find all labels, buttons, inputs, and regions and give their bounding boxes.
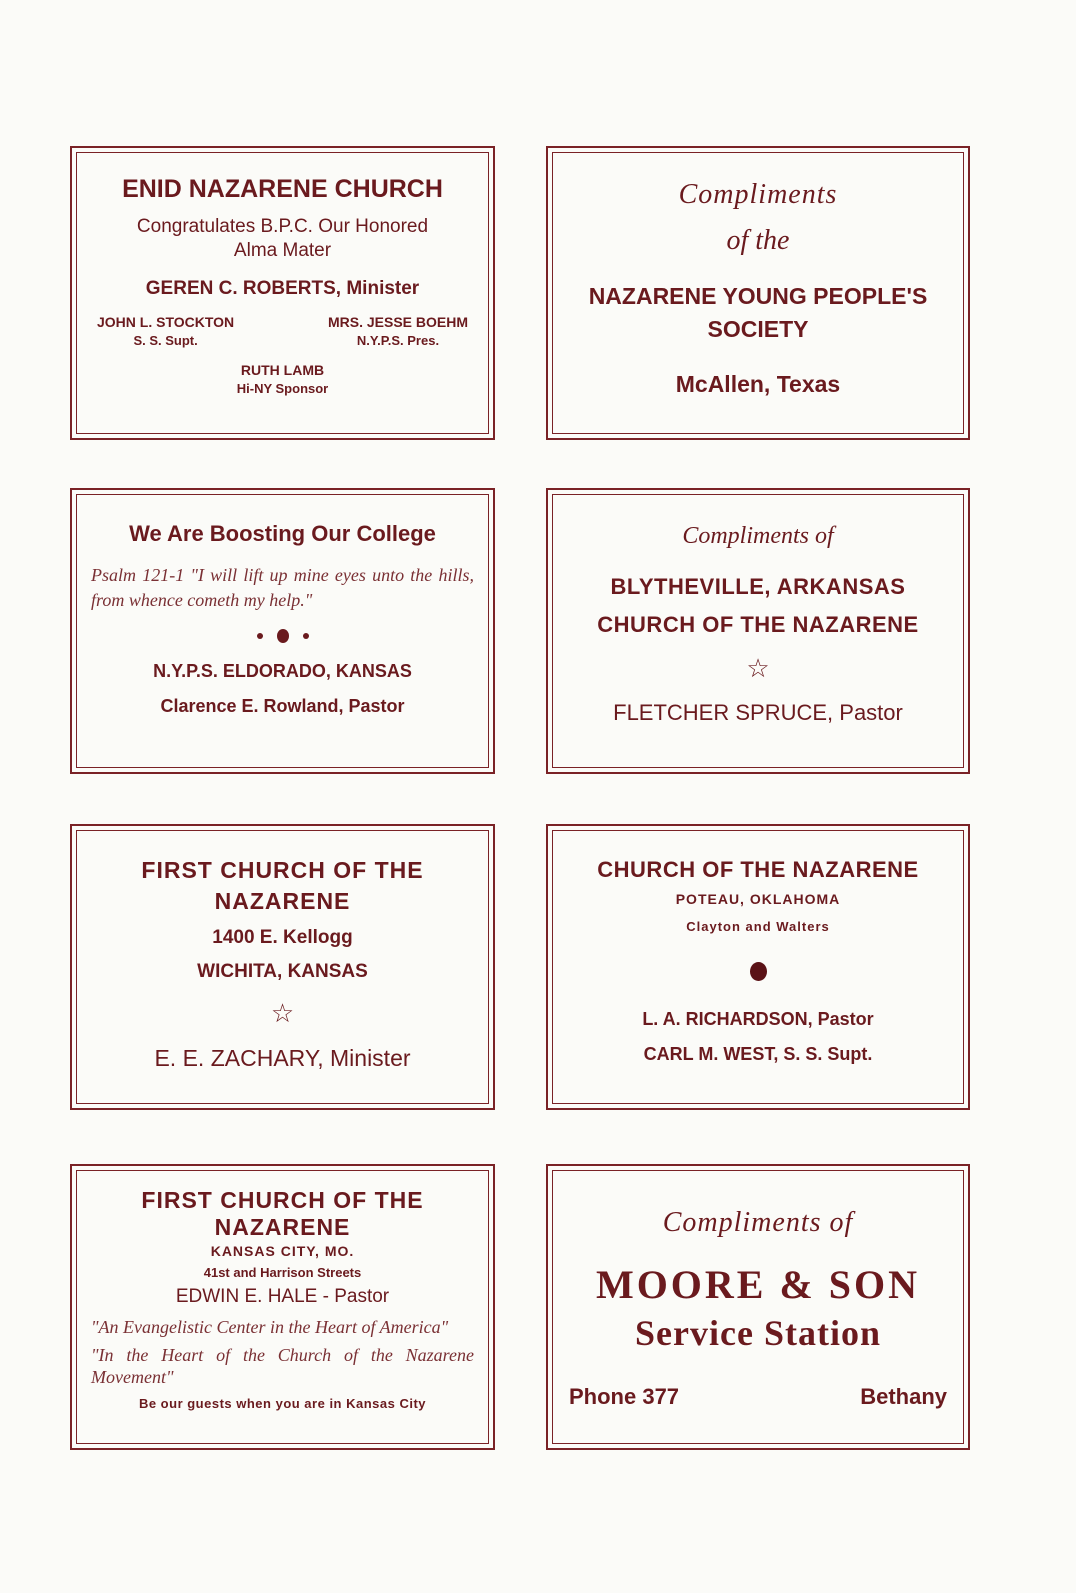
pastor-line: Clarence E. Rowland, Pastor — [160, 696, 405, 716]
dot-icon — [257, 633, 263, 639]
officer-role: N.Y.P.S. Pres. — [356, 333, 440, 348]
pastor-line: L. A. RICHARDSON, Pastor — [642, 1009, 874, 1029]
city-line: KANSAS CITY, MO. — [210, 1243, 355, 1259]
ad-enid-nazarene — [70, 146, 495, 440]
dot-icon — [277, 629, 289, 643]
officer-name: MRS. JESSE BOEHM — [327, 314, 468, 330]
church-line: FIRST CHURCH OF THE — [141, 857, 424, 883]
town-line: Bethany — [860, 1384, 947, 1409]
compliments-line: Compliments of — [662, 1207, 854, 1238]
streets-line: Clayton and Walters — [686, 919, 830, 934]
ad-title: ENID NAZARENE CHURCH — [122, 175, 443, 203]
officer-right — [328, 314, 468, 348]
quote-line: "An Evangelistic Center in the Heart of America" — [91, 1317, 449, 1337]
church-line: NAZARENE — [214, 1214, 351, 1240]
star-icon: ☆ — [746, 654, 770, 684]
compliments-line: of the — [726, 225, 790, 256]
sponsor-role: Hi-NY Sponsor — [236, 381, 329, 396]
congrats-line: Congratulates B.P.C. Our Honored — [136, 216, 429, 237]
officer-role: S. S. Supt. — [133, 333, 198, 348]
dot-icon — [303, 633, 309, 639]
pastor-line: EDWIN E. HALE - Pastor — [175, 1286, 390, 1307]
church-line: NAZARENE — [214, 888, 351, 914]
minister-line: GEREN C. ROBERTS, Minister — [145, 278, 420, 299]
sponsor-name: RUTH LAMB — [240, 362, 325, 378]
church-line: FIRST CHURCH OF THE — [141, 1187, 424, 1213]
ad-moore-son-service-station — [546, 1164, 970, 1450]
officer-name: JOHN L. STOCKTON — [97, 314, 235, 330]
org-line: N.Y.P.S. ELDORADO, KANSAS — [153, 661, 412, 681]
compliments-line: Compliments — [678, 179, 838, 210]
streets-line: 41st and Harrison Streets — [203, 1265, 362, 1280]
star-icon: ☆ — [270, 999, 295, 1029]
quote-line: "In the Heart of the Church of the Nazarene Movement" — [91, 1345, 474, 1387]
city-line: POTEAU, OKLAHOMA — [675, 891, 841, 907]
church-line: CHURCH OF THE NAZARENE — [597, 612, 919, 637]
compliments-line: Compliments of — [682, 523, 834, 549]
phone-line: Phone 377 — [569, 1384, 680, 1409]
ad-poteau-nazarene — [546, 824, 970, 1110]
ad-kansas-city-first-church — [70, 1164, 495, 1450]
congrats-line: Alma Mater — [233, 240, 332, 261]
business-name: Service Station — [635, 1313, 881, 1353]
dot-icon — [750, 962, 767, 981]
church-line: BLYTHEVILLE, ARKANSAS — [610, 574, 906, 599]
org-line: NAZARENE YOUNG PEOPLE'S — [588, 283, 928, 309]
city-line: WICHITA, KANSAS — [197, 961, 368, 982]
ad-mcallen-nyps — [546, 146, 970, 440]
minister-line: E. E. ZACHARY, Minister — [154, 1045, 411, 1071]
contact-row — [567, 1384, 949, 1410]
invite-line: Be our guests when you are in Kansas City — [138, 1396, 427, 1411]
place-line: McAllen, Texas — [675, 371, 841, 397]
business-name: MOORE & SON — [595, 1262, 921, 1307]
ad-eldorado-nyps — [70, 488, 495, 774]
supt-line: CARL M. WEST, S. S. Supt. — [643, 1044, 873, 1064]
ad-blytheville — [546, 488, 970, 774]
psalm-verse: Psalm 121-1 "I will lift up mine eyes unto the hills, from whence cometh my help." — [91, 565, 474, 610]
church-line: CHURCH OF THE NAZARENE — [597, 857, 919, 882]
divider-dots — [257, 629, 309, 643]
ad-wichita-first-church — [70, 824, 495, 1110]
ad-title: We Are Boosting Our College — [129, 521, 436, 546]
officer-left — [97, 314, 234, 348]
pastor-line: FLETCHER SPRUCE, Pastor — [613, 700, 903, 725]
address-line: 1400 E. Kellogg — [212, 927, 353, 948]
org-line: SOCIETY — [707, 316, 809, 342]
officers-row — [91, 314, 474, 348]
